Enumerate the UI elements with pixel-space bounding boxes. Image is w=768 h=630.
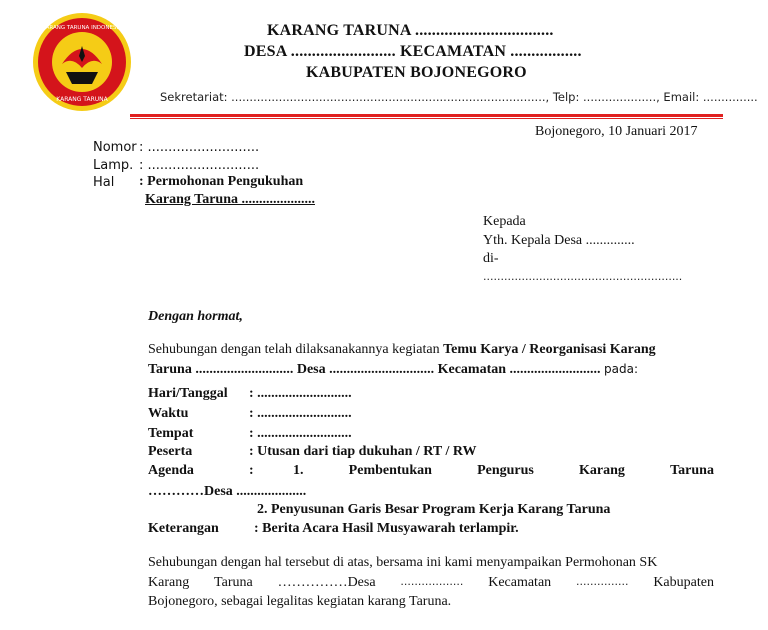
karang-taruna-logo (32, 12, 132, 112)
paragraph-2-line-1: Sehubungan dengan hal tersebut di atas, bersama ini kami menyampaikan Permohonan SK (148, 555, 658, 570)
agenda-item-1-cont: …………Desa .................... (148, 484, 307, 499)
agenda-item-2: 2. Penyusunan Garis Besar Program Kerja Karang Taruna (257, 502, 611, 517)
hal-label: Hal (93, 175, 115, 190)
p2-word: .................. (400, 575, 464, 588)
keterangan-value: : Berita Acara Hasil Musyawarah terlampir. (254, 521, 519, 536)
keterangan-label: Keterangan (148, 521, 219, 536)
logo-top-text: KARANG TARUNA INDONESIA (42, 25, 122, 31)
p1-intro: Sehubungan dengan telah dilaksanakannya kegiatan (148, 342, 440, 357)
row-value-tempat: : ........................... (249, 426, 352, 441)
header-address: Sekretariat: ......................................................................................, Telp: ...................., Email: ............... (160, 90, 758, 104)
row-value-hari: : ........................... (249, 386, 352, 401)
row-value-waktu: : ........................... (249, 406, 352, 421)
paragraph-1-line-1 (148, 342, 656, 358)
hal-value-1: : Permohonan Pengukuhan (139, 174, 304, 189)
row-value-peserta: : Utusan dari tiap dukuhan / RT / RW (249, 444, 477, 459)
agenda-word: 1. (293, 463, 304, 478)
nomor-label: Nomor (93, 140, 137, 155)
header-line-1: KARANG TARUNA ................................. (267, 22, 554, 39)
lamp-value: : ........................... (139, 158, 260, 173)
p2-word: ……………Desa (277, 575, 376, 590)
p1-activity: Temu Karya / Reorganisasi Karang (443, 342, 656, 357)
agenda-item-1 (293, 463, 714, 479)
recipient-line-1: Kepada (483, 214, 526, 229)
logo-bottom-text: KARANG TARUNA (56, 96, 108, 103)
paragraph-2-line-2 (148, 575, 714, 591)
letter-date: Bojonegoro, 10 Januari 2017 (535, 124, 698, 139)
agenda-word: Pembentukan (348, 463, 432, 478)
paragraph-2-line-3: Bojonegoro, sebagai legalitas kegiatan karang Taruna. (148, 594, 452, 609)
p2-word: ............... (576, 575, 629, 588)
agenda-word: Taruna (670, 463, 714, 478)
recipient-line-4: ......................................................... (483, 270, 683, 283)
header-line-3: KABUPATEN BOJONEGORO (306, 64, 527, 81)
header-divider-thin (130, 118, 723, 119)
agenda-word: Pengurus (477, 463, 534, 478)
header-line-2: DESA ......................... KECAMATAN ................. (244, 43, 582, 60)
row-label-waktu: Waktu (148, 406, 189, 421)
agenda-label: Agenda (148, 463, 194, 478)
header-divider (130, 114, 723, 117)
p2-word: Karang (148, 575, 190, 590)
hal-value-2: Karang Taruna ..................... (145, 192, 315, 207)
salutation: Dengan hormat, (148, 309, 243, 324)
nomor-value: : ........................... (139, 140, 260, 155)
recipient-line-2: Yth. Kepala Desa .............. (483, 233, 635, 248)
lamp-label: Lamp. (93, 158, 134, 173)
agenda-colon: : (249, 463, 254, 478)
agenda-word: Karang (579, 463, 625, 478)
p2-word: Kabupaten (653, 575, 714, 590)
p2-word: Taruna (214, 575, 253, 590)
paragraph-1-line-2 (148, 362, 638, 378)
recipient-line-3: di- (483, 251, 499, 266)
row-label-peserta: Peserta (148, 444, 193, 459)
p1-location: Taruna ............................ Desa .............................. Kecamatan .......................... (148, 362, 601, 377)
row-label-hari: Hari/Tanggal (148, 386, 228, 401)
p2-word: Kecamatan (488, 575, 552, 590)
row-label-tempat: Tempat (148, 426, 194, 441)
p1-pada: pada: (604, 362, 639, 376)
